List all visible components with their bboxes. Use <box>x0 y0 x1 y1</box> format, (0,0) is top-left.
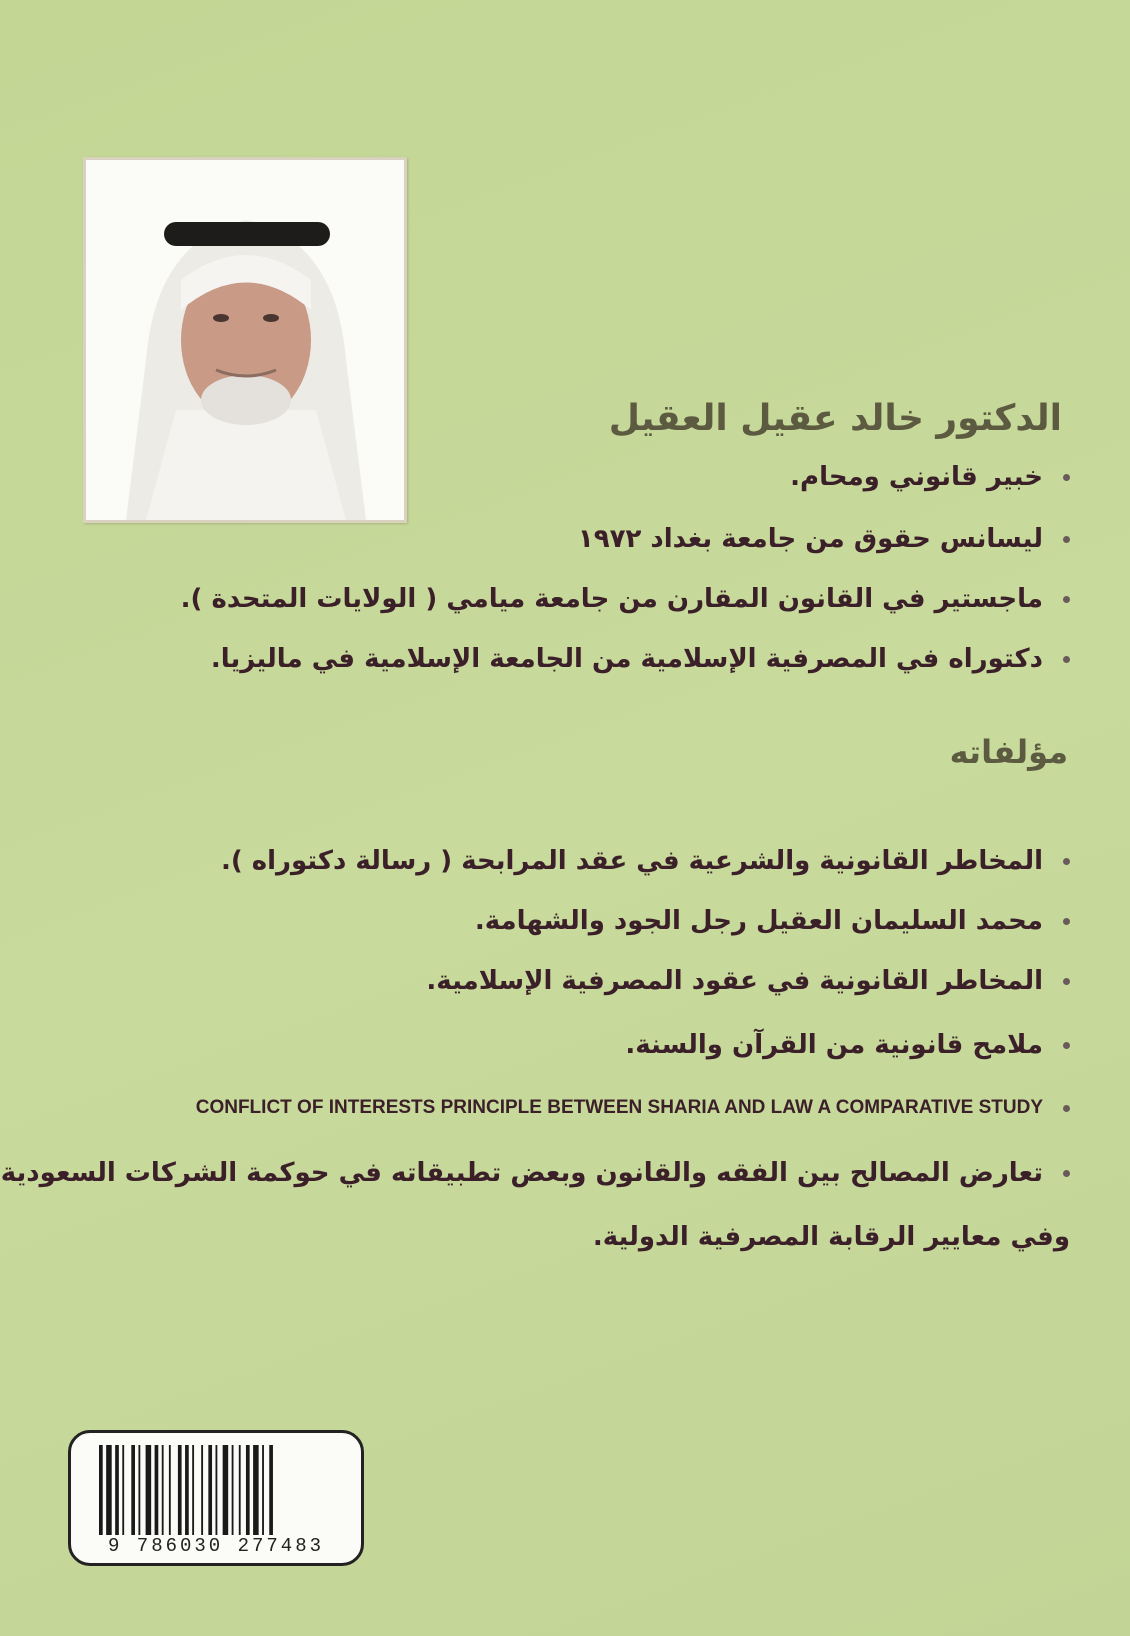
barcode-bars <box>99 1445 331 1535</box>
barcode-bar <box>99 1445 103 1535</box>
barcode-bar <box>169 1445 171 1535</box>
bullet-icon <box>1063 1042 1070 1049</box>
barcode-bar <box>246 1445 250 1535</box>
bullet-icon <box>1063 536 1070 543</box>
barcode-bar <box>253 1445 259 1535</box>
barcode-bar <box>223 1445 229 1535</box>
work-text: المخاطر القانونية في عقود المصرفية الإسلامية. <box>426 966 1043 996</box>
barcode-bar <box>239 1445 241 1535</box>
author-name-heading: الدكتور خالد عقيل العقيل <box>608 398 1062 439</box>
bio-item <box>578 524 1070 554</box>
barcode-bar <box>106 1445 112 1535</box>
author-portrait-image <box>86 160 404 520</box>
barcode-bar <box>201 1445 203 1535</box>
bullet-icon <box>1063 978 1070 985</box>
bullet-icon <box>1063 474 1070 481</box>
bullet-icon <box>1063 596 1070 603</box>
work-item-english <box>196 1097 1070 1119</box>
barcode-bar <box>208 1445 212 1535</box>
work-text: CONFLICT OF INTERESTS PRINCIPLE BETWEEN SHARIA AND LAW A COMPARATIVE STUDY <box>195 1097 1043 1118</box>
barcode-bar <box>138 1445 140 1535</box>
bullet-icon <box>1063 656 1070 663</box>
bullet-icon <box>1063 1105 1070 1112</box>
bullet-icon <box>1063 918 1070 925</box>
barcode-bar <box>115 1445 119 1535</box>
isbn-number: 9 786030 277483 <box>107 1535 325 1557</box>
barcode-bar <box>155 1445 159 1535</box>
author-photo <box>83 157 407 523</box>
bio-item <box>181 584 1070 614</box>
bullet-icon <box>1063 1170 1070 1177</box>
barcode-bar <box>185 1445 189 1535</box>
bio-item <box>211 644 1070 674</box>
work-text: المخاطر القانونية والشرعية في عقد المرابحة ( رسالة دكتوراه ). <box>220 846 1043 876</box>
work-text: ملامح قانونية من القرآن والسنة. <box>625 1030 1043 1060</box>
bio-text: خبير قانوني ومحام. <box>790 462 1043 492</box>
isbn-barcode <box>68 1430 364 1566</box>
barcode-bar <box>232 1445 234 1535</box>
bullet-icon <box>1063 858 1070 865</box>
works-heading: مؤلفاته <box>949 733 1068 771</box>
work-item <box>426 966 1070 996</box>
bio-text: ليسانس حقوق من جامعة بغداد ١٩٧٢ <box>577 524 1043 554</box>
barcode-bar <box>178 1445 182 1535</box>
work-item-continuation: وفي معايير الرقابة المصرفية الدولية. <box>592 1222 1070 1252</box>
work-text: محمد السليمان العقيل رجل الجود والشهامة. <box>474 906 1043 936</box>
bio-text: ماجستير في القانون المقارن من جامعة ميامي ( الولايات المتحدة ). <box>180 584 1043 614</box>
work-item <box>475 906 1070 936</box>
barcode-bar <box>262 1445 264 1535</box>
work-text: تعارض المصالح بين الفقه والقانون وبعض تطبيقاته في حوكمة الشركات السعودية <box>0 1158 1043 1188</box>
bio-text: دكتوراه في المصرفية الإسلامية من الجامعة الإسلامية في ماليزيا. <box>210 644 1043 674</box>
barcode-bar <box>122 1445 124 1535</box>
work-item <box>221 846 1070 876</box>
barcode-bar <box>131 1445 135 1535</box>
barcode-bar <box>216 1445 218 1535</box>
work-item <box>625 1030 1070 1060</box>
barcode-bar <box>162 1445 164 1535</box>
barcode-bar <box>269 1445 273 1535</box>
work-item <box>1 1158 1070 1188</box>
barcode-bar <box>146 1445 152 1535</box>
bio-item <box>790 462 1070 492</box>
barcode-bar <box>192 1445 194 1535</box>
